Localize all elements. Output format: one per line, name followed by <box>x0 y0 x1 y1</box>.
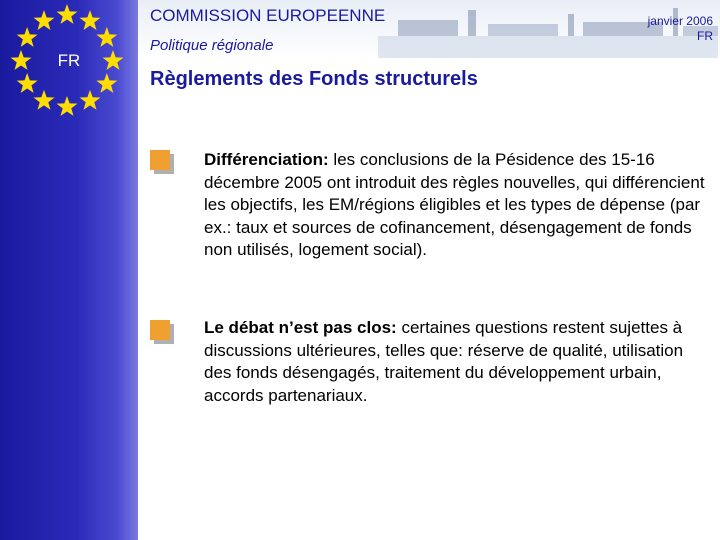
bullet-body: certaines questions restent sujettes à discussions ultérieures, telles que: réserve de qualité, utilisation des fonds désengagés, traitement du développement urbain, accords partenariaux. <box>204 318 684 405</box>
bullet-lead: Le débat n’est pas clos: <box>204 318 397 337</box>
star-icon <box>80 10 101 30</box>
country-code: FR <box>57 51 81 70</box>
star-icon <box>34 10 55 30</box>
star-icon <box>57 4 78 24</box>
star-icon <box>57 96 78 116</box>
star-icon <box>103 50 124 70</box>
star-icon <box>96 73 117 93</box>
organization-name: COMMISSION EUROPEENNE <box>150 6 386 25</box>
bullet-text <box>204 149 709 262</box>
date-label: janvier 2006 <box>647 14 713 28</box>
header-meta <box>648 14 713 44</box>
department-name: Politique régionale <box>150 37 274 54</box>
bullet-square-icon <box>150 150 170 170</box>
eu-sidebar <box>0 0 138 540</box>
star-icon <box>17 27 38 47</box>
star-icon <box>80 90 101 110</box>
star-icon <box>17 73 38 93</box>
star-icon <box>11 50 32 70</box>
bullet-lead: Différenciation: <box>204 150 329 169</box>
bullet-body: les conclusions de la Pésidence des 15-16 décembre 2005 ont introduit des règles nouvelles, qui différencient les objectifs, les EM/régions éligibles et les types de dépense (par ex.: taux et sources de cofinancement, désengagement de fonds non utilisés, logement social). <box>204 150 705 259</box>
slide-title: Règlements des Fonds structurels <box>150 68 478 90</box>
language-label: FR <box>697 29 713 43</box>
star-icon <box>34 90 55 110</box>
star-icon <box>96 27 117 47</box>
bullet-square-icon <box>150 320 170 340</box>
bullet-text <box>204 317 709 407</box>
